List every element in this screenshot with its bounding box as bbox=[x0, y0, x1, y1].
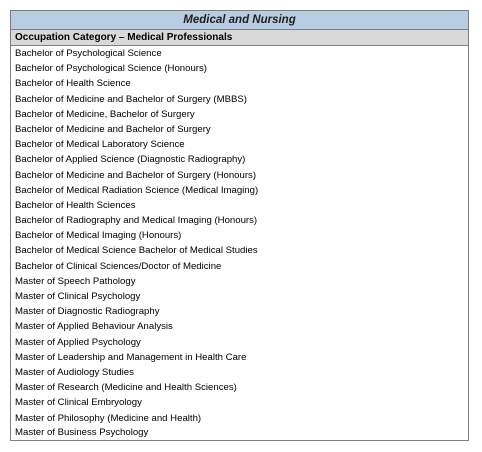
table-row: Bachelor of Applied Science (Diagnostic Radiography) bbox=[15, 154, 246, 166]
table-row: Master of Clinical Psychology bbox=[15, 291, 141, 302]
course-list bbox=[11, 46, 468, 441]
table-row: Bachelor of Medical Radiation Science (Medical Imaging) bbox=[15, 184, 259, 196]
table-row: Master of Business Psychology bbox=[11, 426, 468, 442]
table-row: Bachelor of Health Sciences bbox=[15, 199, 136, 211]
course-table bbox=[10, 10, 469, 441]
table-row: Master of Research (Medicine and Health Sciences) bbox=[15, 382, 237, 394]
table-row: Master of Diagnostic Radiography bbox=[15, 306, 160, 318]
table-row: Bachelor of Medical Imaging (Honours) bbox=[15, 230, 182, 242]
table-row: Bachelor of Medicine and Bachelor of Surgery (Honours) bbox=[15, 169, 257, 181]
column-header: Occupation Category – Medical Professionals bbox=[11, 30, 468, 46]
table-row: Bachelor of Psychological Science bbox=[15, 48, 162, 59]
table-row: Master of Speech Pathology bbox=[15, 275, 136, 287]
table-row: Master of Clinical Embryology bbox=[15, 397, 142, 409]
table-title: Medical and Nursing bbox=[11, 11, 468, 30]
table-row: Bachelor of Psychological Science (Honours) bbox=[15, 63, 207, 75]
table-row: Bachelor of Medical Laboratory Science bbox=[15, 139, 185, 151]
table-row: Bachelor of Medicine, Bachelor of Surgery bbox=[15, 108, 195, 120]
table-row: Bachelor of Clinical Sciences/Doctor of Medicine bbox=[15, 260, 222, 272]
table-row: Bachelor of Health Science bbox=[15, 78, 131, 90]
table-row: Master of Applied Behaviour Analysis bbox=[15, 321, 173, 333]
table-row: Master of Audiology Studies bbox=[15, 366, 134, 378]
table-row: Bachelor of Medical Science Bachelor of Medical Studies bbox=[15, 245, 258, 257]
table-row: Bachelor of Medicine and Bachelor of Surgery (MBBS) bbox=[15, 93, 247, 105]
table-row: Bachelor of Radiography and Medical Imaging (Honours) bbox=[15, 215, 258, 227]
table-row: Master of Philosophy (Medicine and Health) bbox=[15, 412, 202, 424]
table-row: Master of Applied Psychology bbox=[15, 336, 141, 348]
table-row: Master of Leadership and Management in Health Care bbox=[15, 351, 247, 363]
table-row: Bachelor of Medicine and Bachelor of Surgery bbox=[15, 123, 211, 135]
